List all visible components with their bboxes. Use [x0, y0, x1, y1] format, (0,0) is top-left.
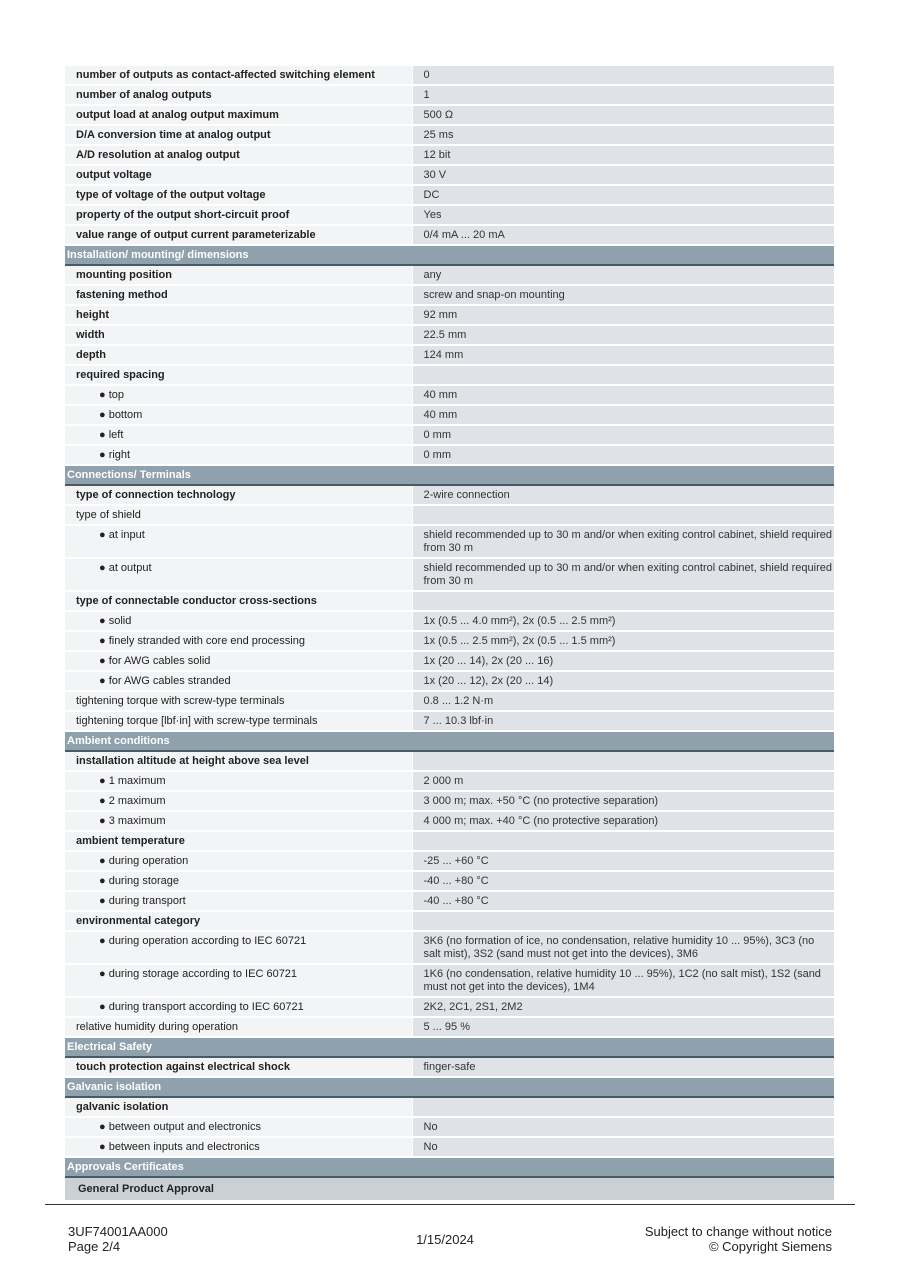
- spec-row: [65, 751, 834, 771]
- spec-label: ● during transport: [65, 891, 412, 911]
- section-title: Connections/ Terminals: [65, 465, 834, 485]
- spec-value: [412, 505, 834, 525]
- spec-label: ● 1 maximum: [65, 771, 412, 791]
- spec-label: type of voltage of the output voltage: [65, 185, 412, 205]
- spec-value: No: [412, 1117, 834, 1137]
- spec-row: [65, 525, 834, 558]
- spec-value: 1x (20 ... 14), 2x (20 ... 16): [412, 651, 834, 671]
- spec-value: 25 ms: [412, 125, 834, 145]
- spec-row: [65, 285, 834, 305]
- spec-label: D/A conversion time at analog output: [65, 125, 412, 145]
- spec-label: height: [65, 305, 412, 325]
- section-title: Installation/ mounting/ dimensions: [65, 245, 834, 265]
- spec-label: output load at analog output maximum: [65, 105, 412, 125]
- spec-label: ● 3 maximum: [65, 811, 412, 831]
- spec-label: ambient temperature: [65, 831, 412, 851]
- section-header: [65, 465, 834, 485]
- spec-label: ● during operation: [65, 851, 412, 871]
- spec-row: [65, 325, 834, 345]
- spec-value: 30 V: [412, 165, 834, 185]
- spec-label: ● left: [65, 425, 412, 445]
- spec-row: [65, 791, 834, 811]
- spec-row: [65, 631, 834, 651]
- spec-value: 0.8 ... 1.2 N·m: [412, 691, 834, 711]
- spec-label: ● between inputs and electronics: [65, 1137, 412, 1157]
- spec-value: 12 bit: [412, 145, 834, 165]
- spec-row: [65, 345, 834, 365]
- spec-value: screw and snap-on mounting: [412, 285, 834, 305]
- spec-value: 1: [412, 85, 834, 105]
- section-header: [65, 245, 834, 265]
- spec-row: [65, 591, 834, 611]
- spec-label: relative humidity during operation: [65, 1017, 412, 1037]
- spec-value: -40 ... +80 °C: [412, 891, 834, 911]
- spec-row: [65, 505, 834, 525]
- spec-label: value range of output current parameterizable: [65, 225, 412, 245]
- spec-row: [65, 365, 834, 385]
- spec-label: ● during storage according to IEC 60721: [65, 964, 412, 997]
- spec-value: 1x (0.5 ... 2.5 mm²), 2x (0.5 ... 1.5 mm²): [412, 631, 834, 651]
- spec-row: [65, 651, 834, 671]
- footer-date: 1/15/2024: [416, 1232, 474, 1247]
- spec-row: [65, 1137, 834, 1157]
- article-number: 3UF74001AA000: [68, 1224, 168, 1239]
- spec-value: -40 ... +80 °C: [412, 871, 834, 891]
- spec-table-body: [65, 66, 834, 1200]
- spec-value: [412, 365, 834, 385]
- spec-value: 124 mm: [412, 345, 834, 365]
- section-title: Ambient conditions: [65, 731, 834, 751]
- spec-value: any: [412, 265, 834, 285]
- spec-value: 3 000 m; max. +50 °C (no protective separation): [412, 791, 834, 811]
- spec-label: type of shield: [65, 505, 412, 525]
- spec-row: [65, 125, 834, 145]
- spec-row: [65, 305, 834, 325]
- approval-title: General Product Approval: [65, 1177, 834, 1200]
- section-header: [65, 1037, 834, 1057]
- spec-row: [65, 931, 834, 964]
- spec-value: [412, 911, 834, 931]
- spec-label: depth: [65, 345, 412, 365]
- spec-row: [65, 1097, 834, 1117]
- spec-value: shield recommended up to 30 m and/or when exiting control cabinet, shield required from 30 m: [412, 558, 834, 591]
- page-number: Page 2/4: [68, 1239, 121, 1254]
- spec-value: 1x (0.5 ... 4.0 mm²), 2x (0.5 ... 2.5 mm²): [412, 611, 834, 631]
- spec-value: finger-safe: [412, 1057, 834, 1077]
- spec-value: 2-wire connection: [412, 485, 834, 505]
- spec-label: ● between output and electronics: [65, 1117, 412, 1137]
- spec-value: [412, 591, 834, 611]
- section-title: Galvanic isolation: [65, 1077, 834, 1097]
- spec-row: [65, 871, 834, 891]
- spec-label: A/D resolution at analog output: [65, 145, 412, 165]
- spec-row: [65, 771, 834, 791]
- spec-value: 3K6 (no formation of ice, no condensation, relative humidity 10 ... 95%), 3C3 (no salt mist), 3S2 (sand must not get into the devices), 3M6: [412, 931, 834, 964]
- spec-value: [412, 831, 834, 851]
- spec-label: ● finely stranded with core end processing: [65, 631, 412, 651]
- spec-label: type of connectable conductor cross-sections: [65, 591, 412, 611]
- spec-row: [65, 205, 834, 225]
- spec-row: [65, 385, 834, 405]
- spec-row: [65, 445, 834, 465]
- section-title: Approvals Certificates: [65, 1157, 834, 1177]
- spec-label: ● for AWG cables stranded: [65, 671, 412, 691]
- spec-value: 0/4 mA ... 20 mA: [412, 225, 834, 245]
- spec-value: 2 000 m: [412, 771, 834, 791]
- spec-row: [65, 425, 834, 445]
- spec-label: environmental category: [65, 911, 412, 931]
- spec-label: ● at input: [65, 525, 412, 558]
- spec-row: [65, 1117, 834, 1137]
- spec-value: 2K2, 2C1, 2S1, 2M2: [412, 997, 834, 1017]
- spec-label: ● during transport according to IEC 60721: [65, 997, 412, 1017]
- spec-row: [65, 85, 834, 105]
- spec-value: 4 000 m; max. +40 °C (no protective separation): [412, 811, 834, 831]
- spec-row: [65, 185, 834, 205]
- spec-row: [65, 105, 834, 125]
- section-title: Electrical Safety: [65, 1037, 834, 1057]
- approval-row: [65, 1177, 834, 1200]
- spec-row: [65, 671, 834, 691]
- spec-value: 92 mm: [412, 305, 834, 325]
- spec-label: required spacing: [65, 365, 412, 385]
- spec-value: 0: [412, 66, 834, 85]
- change-notice: Subject to change without notice: [644, 1224, 832, 1239]
- spec-label: ● 2 maximum: [65, 791, 412, 811]
- section-header: [65, 1077, 834, 1097]
- spec-value: 22.5 mm: [412, 325, 834, 345]
- spec-label: output voltage: [65, 165, 412, 185]
- spec-row: [65, 691, 834, 711]
- spec-value: 5 ... 95 %: [412, 1017, 834, 1037]
- spec-value: 7 ... 10.3 lbf·in: [412, 711, 834, 731]
- spec-row: [65, 145, 834, 165]
- spec-row: [65, 997, 834, 1017]
- spec-value: 1K6 (no condensation, relative humidity 10 ... 95%), 1C2 (no salt mist), 1S2 (sand must not get into the devices), 1M4: [412, 964, 834, 997]
- spec-row: [65, 611, 834, 631]
- spec-row: [65, 891, 834, 911]
- spec-label: width: [65, 325, 412, 345]
- spec-label: fastening method: [65, 285, 412, 305]
- spec-row: [65, 558, 834, 591]
- spec-label: type of connection technology: [65, 485, 412, 505]
- spec-row: [65, 851, 834, 871]
- spec-label: touch protection against electrical shock: [65, 1057, 412, 1077]
- spec-table: [65, 66, 834, 1200]
- spec-label: tightening torque with screw-type terminals: [65, 691, 412, 711]
- footer-divider: [45, 1204, 855, 1205]
- spec-row: [65, 225, 834, 245]
- spec-value: DC: [412, 185, 834, 205]
- spec-label: tightening torque [lbf·in] with screw-type terminals: [65, 711, 412, 731]
- spec-value: 1x (20 ... 12), 2x (20 ... 14): [412, 671, 834, 691]
- spec-row: [65, 165, 834, 185]
- spec-label: number of outputs as contact-affected switching element: [65, 66, 412, 85]
- spec-label: number of analog outputs: [65, 85, 412, 105]
- spec-row: [65, 811, 834, 831]
- section-header: [65, 731, 834, 751]
- section-header: [65, 1157, 834, 1177]
- spec-label: mounting position: [65, 265, 412, 285]
- spec-row: [65, 711, 834, 731]
- spec-label: ● for AWG cables solid: [65, 651, 412, 671]
- spec-row: [65, 1017, 834, 1037]
- spec-value: 0 mm: [412, 425, 834, 445]
- copyright: © Copyright Siemens: [708, 1239, 832, 1254]
- spec-label: property of the output short-circuit proof: [65, 205, 412, 225]
- spec-row: [65, 485, 834, 505]
- spec-row: [65, 265, 834, 285]
- spec-value: 0 mm: [412, 445, 834, 465]
- spec-label: ● solid: [65, 611, 412, 631]
- spec-row: [65, 1057, 834, 1077]
- spec-value: [412, 751, 834, 771]
- spec-label: ● right: [65, 445, 412, 465]
- spec-value: shield recommended up to 30 m and/or when exiting control cabinet, shield required from 30 m: [412, 525, 834, 558]
- spec-label: ● during storage: [65, 871, 412, 891]
- spec-value: No: [412, 1137, 834, 1157]
- spec-value: Yes: [412, 205, 834, 225]
- footer-right: [645, 1224, 832, 1254]
- spec-label: installation altitude at height above sea level: [65, 751, 412, 771]
- spec-label: ● at output: [65, 558, 412, 591]
- spec-label: ● bottom: [65, 405, 412, 425]
- spec-label: ● top: [65, 385, 412, 405]
- spec-label: galvanic isolation: [65, 1097, 412, 1117]
- spec-label: ● during operation according to IEC 60721: [65, 931, 412, 964]
- spec-row: [65, 66, 834, 85]
- spec-value: 40 mm: [412, 405, 834, 425]
- spec-value: -25 ... +60 °C: [412, 851, 834, 871]
- spec-value: 40 mm: [412, 385, 834, 405]
- spec-row: [65, 831, 834, 851]
- spec-value: [412, 1097, 834, 1117]
- spec-row: [65, 405, 834, 425]
- spec-value: 500 Ω: [412, 105, 834, 125]
- spec-row: [65, 911, 834, 931]
- footer-left: [68, 1224, 168, 1254]
- spec-row: [65, 964, 834, 997]
